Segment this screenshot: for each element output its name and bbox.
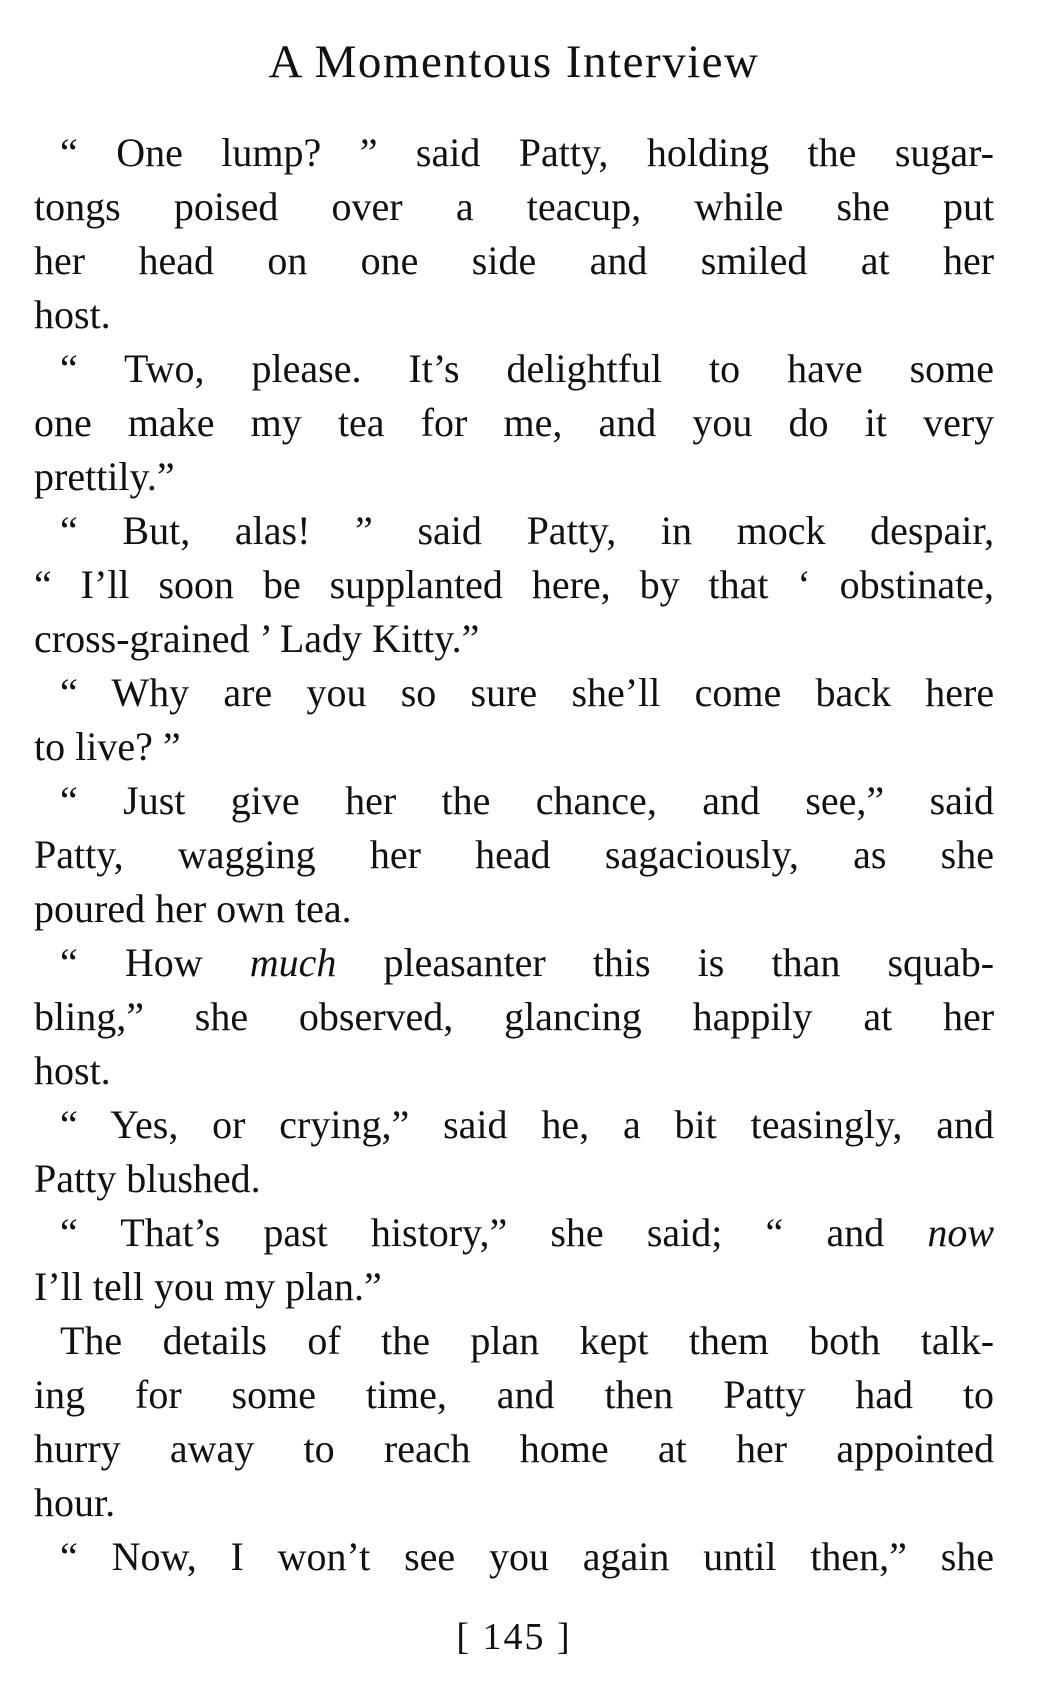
text-line: “ I’ll soon be supplanted here, by that ‘ obstinate,	[34, 562, 995, 607]
body-text	[34, 126, 994, 1584]
text-line: Patty blushed.	[34, 1156, 261, 1201]
text-line: I’ll tell you my plan.”	[34, 1264, 382, 1309]
text-line: “ Now, I won’t see you again until then,” she	[60, 1534, 995, 1579]
text-line: hour.	[34, 1480, 116, 1525]
text-line: to live? ”	[34, 724, 181, 769]
text-line: Patty, wagging her head sagaciously, as she	[34, 832, 994, 877]
text-line: one make my tea for me, and you do it very	[34, 400, 995, 445]
text-line: “ That’s past history,” she said; “ and now	[60, 1210, 995, 1255]
text-line: “ Yes, or crying,” said he, a bit teasingly, and	[60, 1102, 995, 1147]
text-line: “ How much pleasanter this is than squab-	[60, 940, 995, 985]
text-line: ing for some time, and then Patty had to	[34, 1372, 995, 1417]
text-line: her head on one side and smiled at her	[34, 238, 995, 283]
page-number: [ 145 ]	[456, 1616, 572, 1658]
text-line: tongs poised over a teacup, while she put	[34, 184, 995, 229]
book-page	[34, 0, 994, 1688]
text-line: bling,” she observed, glancing happily at her	[34, 994, 995, 1039]
text-line: “ Why are you so sure she’ll come back here	[60, 670, 995, 715]
text-line: poured her own tea.	[34, 886, 352, 931]
text-line: prettily.”	[34, 454, 175, 499]
text-line: “ Just give her the chance, and see,” said	[60, 778, 995, 823]
text-line: “ But, alas! ” said Patty, in mock despair,	[60, 508, 995, 553]
text-line: “ One lump? ” said Patty, holding the sugar-	[60, 130, 995, 175]
running-head: A Momentous Interview	[268, 36, 760, 88]
text-line: The details of the plan kept them both talk-	[60, 1318, 995, 1363]
text-line: cross-grained ’ Lady Kitty.”	[34, 616, 480, 661]
text-line: host.	[34, 1048, 111, 1093]
text-line: host.	[34, 292, 111, 337]
text-line: hurry away to reach home at her appointed	[34, 1426, 995, 1471]
text-line: “ Two, please. It’s delightful to have some	[60, 346, 995, 391]
